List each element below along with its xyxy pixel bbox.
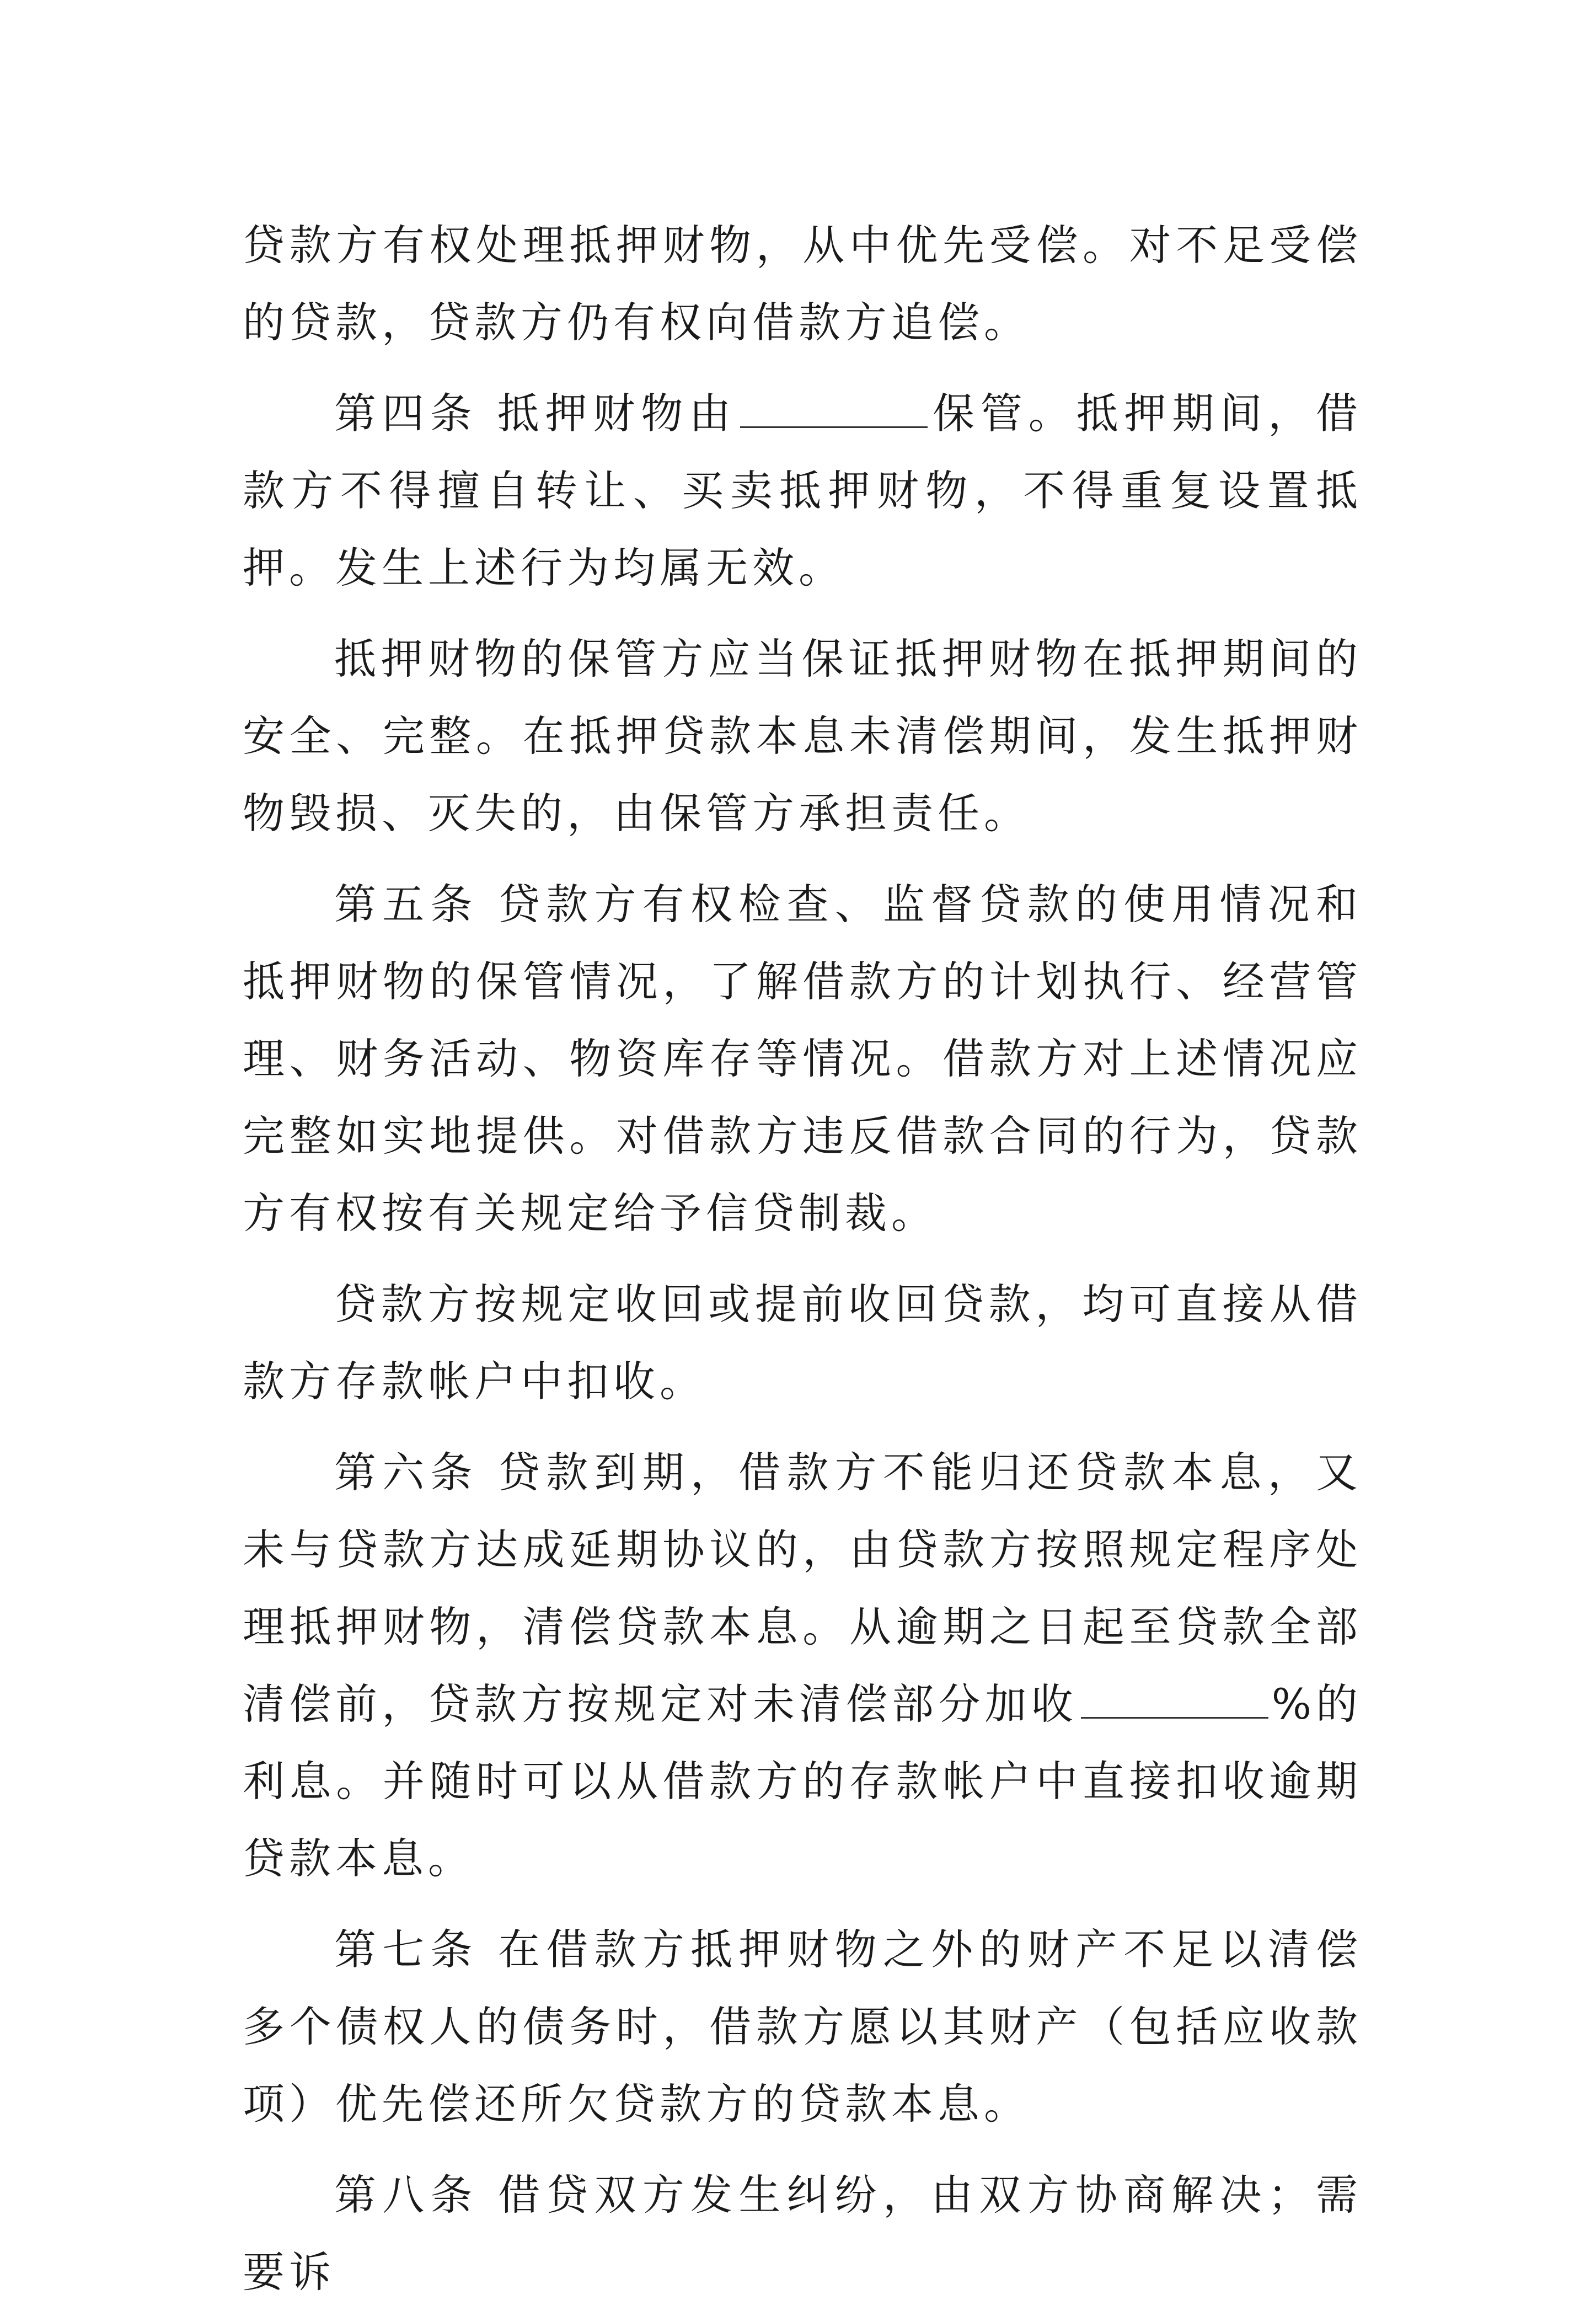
article-7: 第七条 在借款方抵押财物之外的财产不足以清偿多个债权人的债务时，借款方愿以其财产（包括应收款项）优先偿还所欠贷款方的贷款本息。 <box>243 1925 1362 2128</box>
article-4-text-a: 第四条 抵押财物由 <box>334 389 737 438</box>
article-6 <box>243 1434 1362 1897</box>
contract-body <box>243 207 1362 2311</box>
article-4 <box>243 375 1362 607</box>
article-8: 第八条 借贷双方发生纠纷，由双方协商解决；需要诉 <box>243 2170 1362 2297</box>
custodian-blank <box>740 392 928 428</box>
paragraph-custody-duty: 抵押财物的保管方应当保证抵押财物在抵押期间的安全、完整。在抵押贷款本息未清偿期间，发生抵押财物毁损、灭失的，由保管方承担责任。 <box>243 634 1362 838</box>
paragraph-deduction: 贷款方按规定收回或提前收回贷款，均可直接从借款方存款帐户中扣收。 <box>243 1280 1362 1406</box>
interest-rate-blank <box>1081 1683 1268 1719</box>
article-6-text-b: %的利息。并随时可以从借款方的存款帐户中直接扣收逾期贷款本息。 <box>243 1679 1362 1883</box>
article-4-text-b: 保管。抵押期间，借款方不得擅自转让、买卖抵押财物，不得重复设置抵押。发生上述行为均属无效。 <box>243 389 1362 592</box>
article-6-text-a: 第六条 贷款到期，借款方不能归还贷款本息，又未与贷款方达成延期协议的，由贷款方按照规定程序处理抵押财物，清偿贷款本息。从逾期之日起至贷款全部清偿前，贷款方按规定对未清偿部分加收 <box>243 1448 1362 1729</box>
article-5: 第五条 贷款方有权检查、监督贷款的使用情况和抵押财物的保管情况，了解借款方的计划执行、经营管理、财务活动、物资库存等情况。借款方对上述情况应完整如实地提供。对借款方违反借款合同的行为，贷款方有权按有关规定给予信贷制裁。 <box>243 880 1362 1238</box>
paragraph-repayment: 贷款方有权处理抵押财物，从中优先受偿。对不足受偿的贷款，贷款方仍有权向借款方追偿。 <box>243 221 1362 347</box>
